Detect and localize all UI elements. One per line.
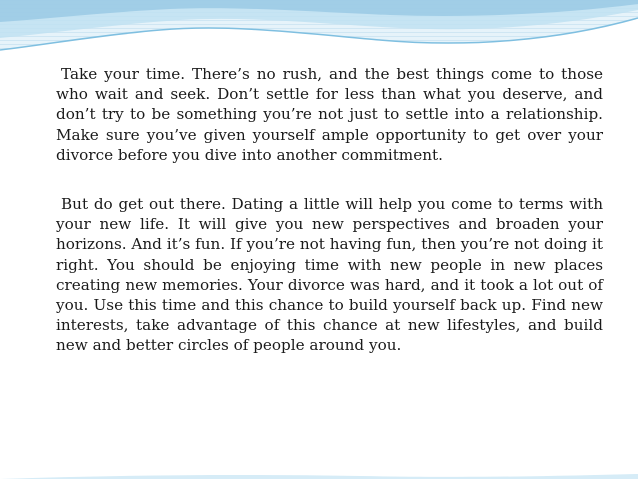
paragraph-get-out-there: But do get out there. Dating a little will help you come to terms with your new life. It will give you new perspectives and broaden your horizons. And it’s fun. If you’re not having fun, then you’re not doing it right. You should be enjoying time with new people in new places creating new memories. Your divorce was hard, and it took a lot out of you. Use this time and this chance to build yourself back up. Find new interests, take advantage of this chance at new lifestyles, and build new and better circles of people around you. bbox=[56, 195, 603, 355]
paragraph-take-your-time: Take your time. There’s no rush, and the best things come to those who wait and seek. Don’t settle for less than what you deserve, and don’t try to be something you’re not just to settle into a relationship. Make sure you’ve given yourself ample opportunity to get over your divorce before you dive into another commitment. bbox=[56, 65, 603, 164]
wave-header-decoration bbox=[0, 0, 638, 62]
bottom-wave-decoration bbox=[0, 473, 638, 479]
slide-text-content bbox=[56, 64, 603, 356]
